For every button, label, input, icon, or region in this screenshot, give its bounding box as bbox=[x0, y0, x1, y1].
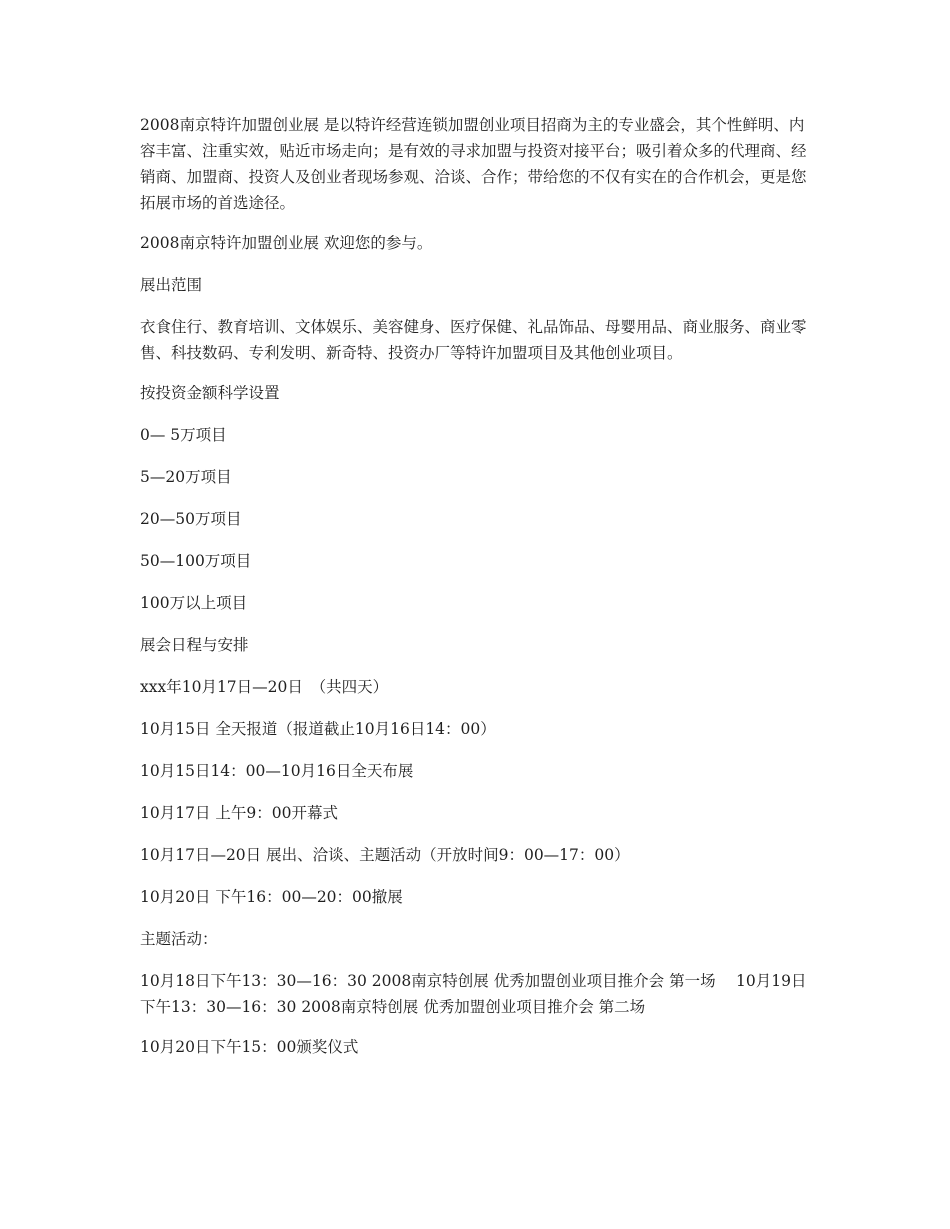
schedule-item: 10月20日 下午16：00—20：00撤展 bbox=[140, 888, 403, 906]
schedule-item: 10月17日 上午9：00开幕式 bbox=[140, 804, 338, 822]
schedule-heading: 展会日程与安排 bbox=[140, 636, 249, 654]
document-page bbox=[140, 112, 810, 1076]
intro-paragraph: 2008南京特许加盟创业展 是以特许经营连锁加盟创业项目招商为主的专业盛会，其个性鲜明、内容丰富、注重实效，贴近市场走向；是有效的寻求加盟与投资对接平台；吸引着众多的代理商、经销商、加盟商、投资人及创业者现场参观、洽谈、合作；带给您的不仅有实在的合作机会，更是您拓展市场的首选途径。 bbox=[140, 116, 807, 212]
schedule-item: xxx年10月17日—20日 （共四天） bbox=[140, 678, 389, 696]
activities-heading: 主题活动： bbox=[140, 930, 218, 948]
investment-tier: 50—100万项目 bbox=[140, 552, 252, 570]
welcome-line: 2008南京特许加盟创业展 欢迎您的参与。 bbox=[140, 234, 433, 252]
schedule-item: 10月15日 全天报道（报道截止10月16日14：00） bbox=[140, 720, 496, 738]
activities-paragraph: 10月18日下午13：30—16：30 2008南京特创展 优秀加盟创业项目推介会 第一场 10月19日下午13：30—16：30 2008南京特创展 优秀加盟创业项目推介会 第二场 bbox=[140, 972, 807, 1016]
award-line: 10月20日下午15：00颁奖仪式 bbox=[140, 1038, 359, 1056]
investment-tier: 20—50万项目 bbox=[140, 510, 242, 528]
schedule-item: 10月15日14：00—10月16日全天布展 bbox=[140, 762, 414, 780]
investment-tier: 5—20万项目 bbox=[140, 468, 232, 486]
scope-heading: 展出范围 bbox=[140, 276, 203, 294]
investment-tier: 100万以上项目 bbox=[140, 594, 248, 612]
investment-tier: 0— 5万项目 bbox=[140, 426, 227, 444]
schedule-item: 10月17日—20日 展出、洽谈、主题活动（开放时间9：00—17：00） bbox=[140, 846, 630, 864]
scope-paragraph: 衣食住行、教育培训、文体娱乐、美容健身、医疗保健、礼品饰品、母婴用品、商业服务、商业零售、科技数码、专利发明、新奇特、投资办厂等特许加盟项目及其他创业项目。 bbox=[140, 318, 807, 362]
investment-heading: 按投资金额科学设置 bbox=[140, 384, 280, 402]
